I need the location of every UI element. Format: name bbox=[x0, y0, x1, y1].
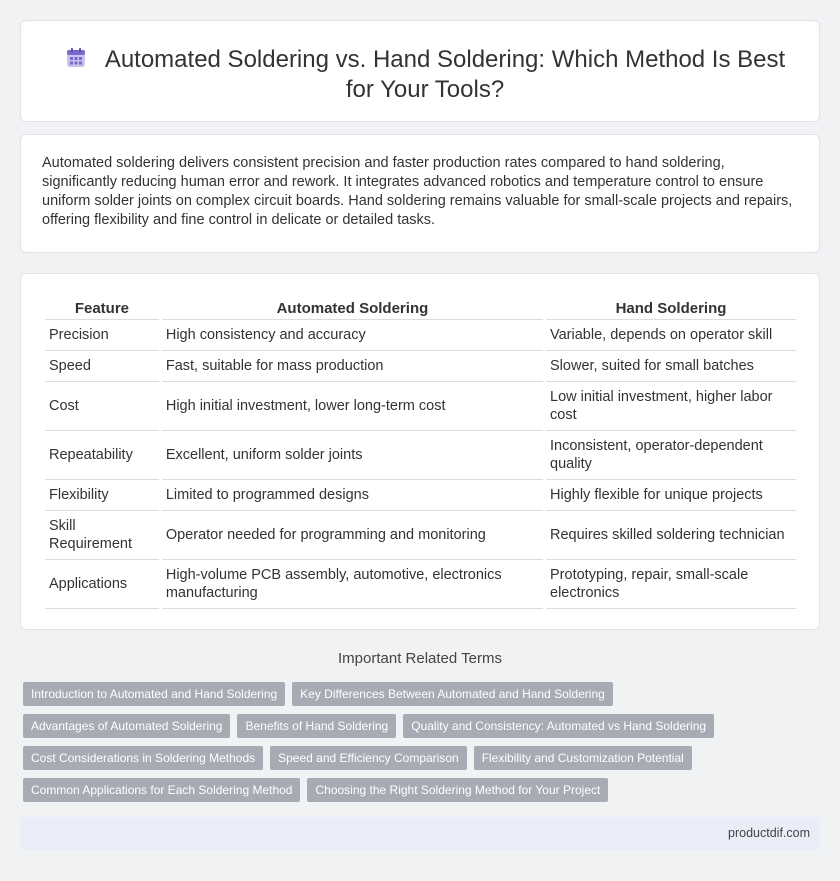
tag-row bbox=[23, 778, 723, 802]
feature-cell: Applications bbox=[45, 560, 159, 609]
table-row bbox=[45, 511, 796, 560]
automated-cell: High-volume PCB assembly, automotive, electronics manufacturing bbox=[162, 560, 543, 609]
table-row bbox=[45, 480, 796, 511]
feature-cell: Flexibility bbox=[45, 480, 159, 511]
table-row bbox=[45, 351, 796, 382]
feature-cell: Speed bbox=[45, 351, 159, 382]
tag-row bbox=[23, 682, 723, 706]
automated-cell: High initial investment, lower long-term cost bbox=[162, 382, 543, 431]
table-row bbox=[45, 560, 796, 609]
table-row bbox=[45, 382, 796, 431]
comparison-card bbox=[20, 273, 820, 630]
hand-cell: Prototyping, repair, small-scale electronics bbox=[546, 560, 796, 609]
related-term-tag[interactable]: Common Applications for Each Soldering Method bbox=[23, 778, 300, 802]
hand-cell: Variable, depends on operator skill bbox=[546, 320, 796, 351]
related-term-tag[interactable]: Quality and Consistency: Automated vs Hand Soldering bbox=[403, 714, 714, 738]
related-term-tag[interactable]: Key Differences Between Automated and Hand Soldering bbox=[292, 682, 613, 706]
hand-cell: Slower, suited for small batches bbox=[546, 351, 796, 382]
title-card bbox=[20, 20, 820, 122]
table-row bbox=[45, 320, 796, 351]
related-term-tag[interactable]: Advantages of Automated Soldering bbox=[23, 714, 230, 738]
page-title-wrap bbox=[61, 45, 789, 105]
header-hand: Hand Soldering bbox=[546, 294, 796, 320]
automated-cell: Operator needed for programming and monitoring bbox=[162, 511, 543, 560]
hand-cell: Highly flexible for unique projects bbox=[546, 480, 796, 511]
tag-row bbox=[23, 746, 723, 770]
header-automated: Automated Soldering bbox=[162, 294, 543, 320]
feature-cell: Precision bbox=[45, 320, 159, 351]
footer-bar bbox=[20, 817, 820, 850]
related-term-tag[interactable]: Speed and Efficiency Comparison bbox=[270, 746, 467, 770]
comparison-table bbox=[42, 294, 799, 609]
related-terms-list bbox=[23, 682, 723, 810]
hand-cell: Inconsistent, operator-dependent quality bbox=[546, 431, 796, 480]
site-name[interactable]: productdif.com bbox=[728, 826, 810, 840]
intro-paragraph: Automated soldering delivers consistent precision and faster production rates compared to hand soldering, significantly reducing human error and rework. It integrates advanced robotics and temperature control to ensure uniform solder joints on complex circuit boards. Hand soldering remains valuable for small-scale projects and repairs, offering flexibility and fine control in delicate or detailed tasks. bbox=[42, 155, 793, 228]
related-term-tag[interactable]: Choosing the Right Soldering Method for Your Project bbox=[307, 778, 608, 802]
feature-cell: Skill Requirement bbox=[45, 511, 159, 560]
page-title: Automated Soldering vs. Hand Soldering: Which Method Is Best for Your Tools? bbox=[104, 46, 786, 103]
automated-cell: Excellent, uniform solder joints bbox=[162, 431, 543, 480]
automated-cell: Fast, suitable for mass production bbox=[162, 351, 543, 382]
calendar-grid-icon bbox=[65, 47, 87, 69]
tag-row bbox=[23, 714, 723, 738]
intro-card bbox=[20, 134, 820, 253]
feature-cell: Cost bbox=[45, 382, 159, 431]
related-term-tag[interactable]: Introduction to Automated and Hand Soldering bbox=[23, 682, 285, 706]
feature-cell: Repeatability bbox=[45, 431, 159, 480]
related-term-tag[interactable]: Cost Considerations in Soldering Methods bbox=[23, 746, 263, 770]
table-row bbox=[45, 431, 796, 480]
automated-cell: Limited to programmed designs bbox=[162, 480, 543, 511]
related-term-tag[interactable]: Flexibility and Customization Potential bbox=[474, 746, 692, 770]
header-feature: Feature bbox=[45, 294, 159, 320]
hand-cell: Requires skilled soldering technician bbox=[546, 511, 796, 560]
related-term-tag[interactable]: Benefits of Hand Soldering bbox=[237, 714, 396, 738]
hand-cell: Low initial investment, higher labor cost bbox=[546, 382, 796, 431]
related-terms-title: Important Related Terms bbox=[338, 650, 502, 667]
automated-cell: High consistency and accuracy bbox=[162, 320, 543, 351]
